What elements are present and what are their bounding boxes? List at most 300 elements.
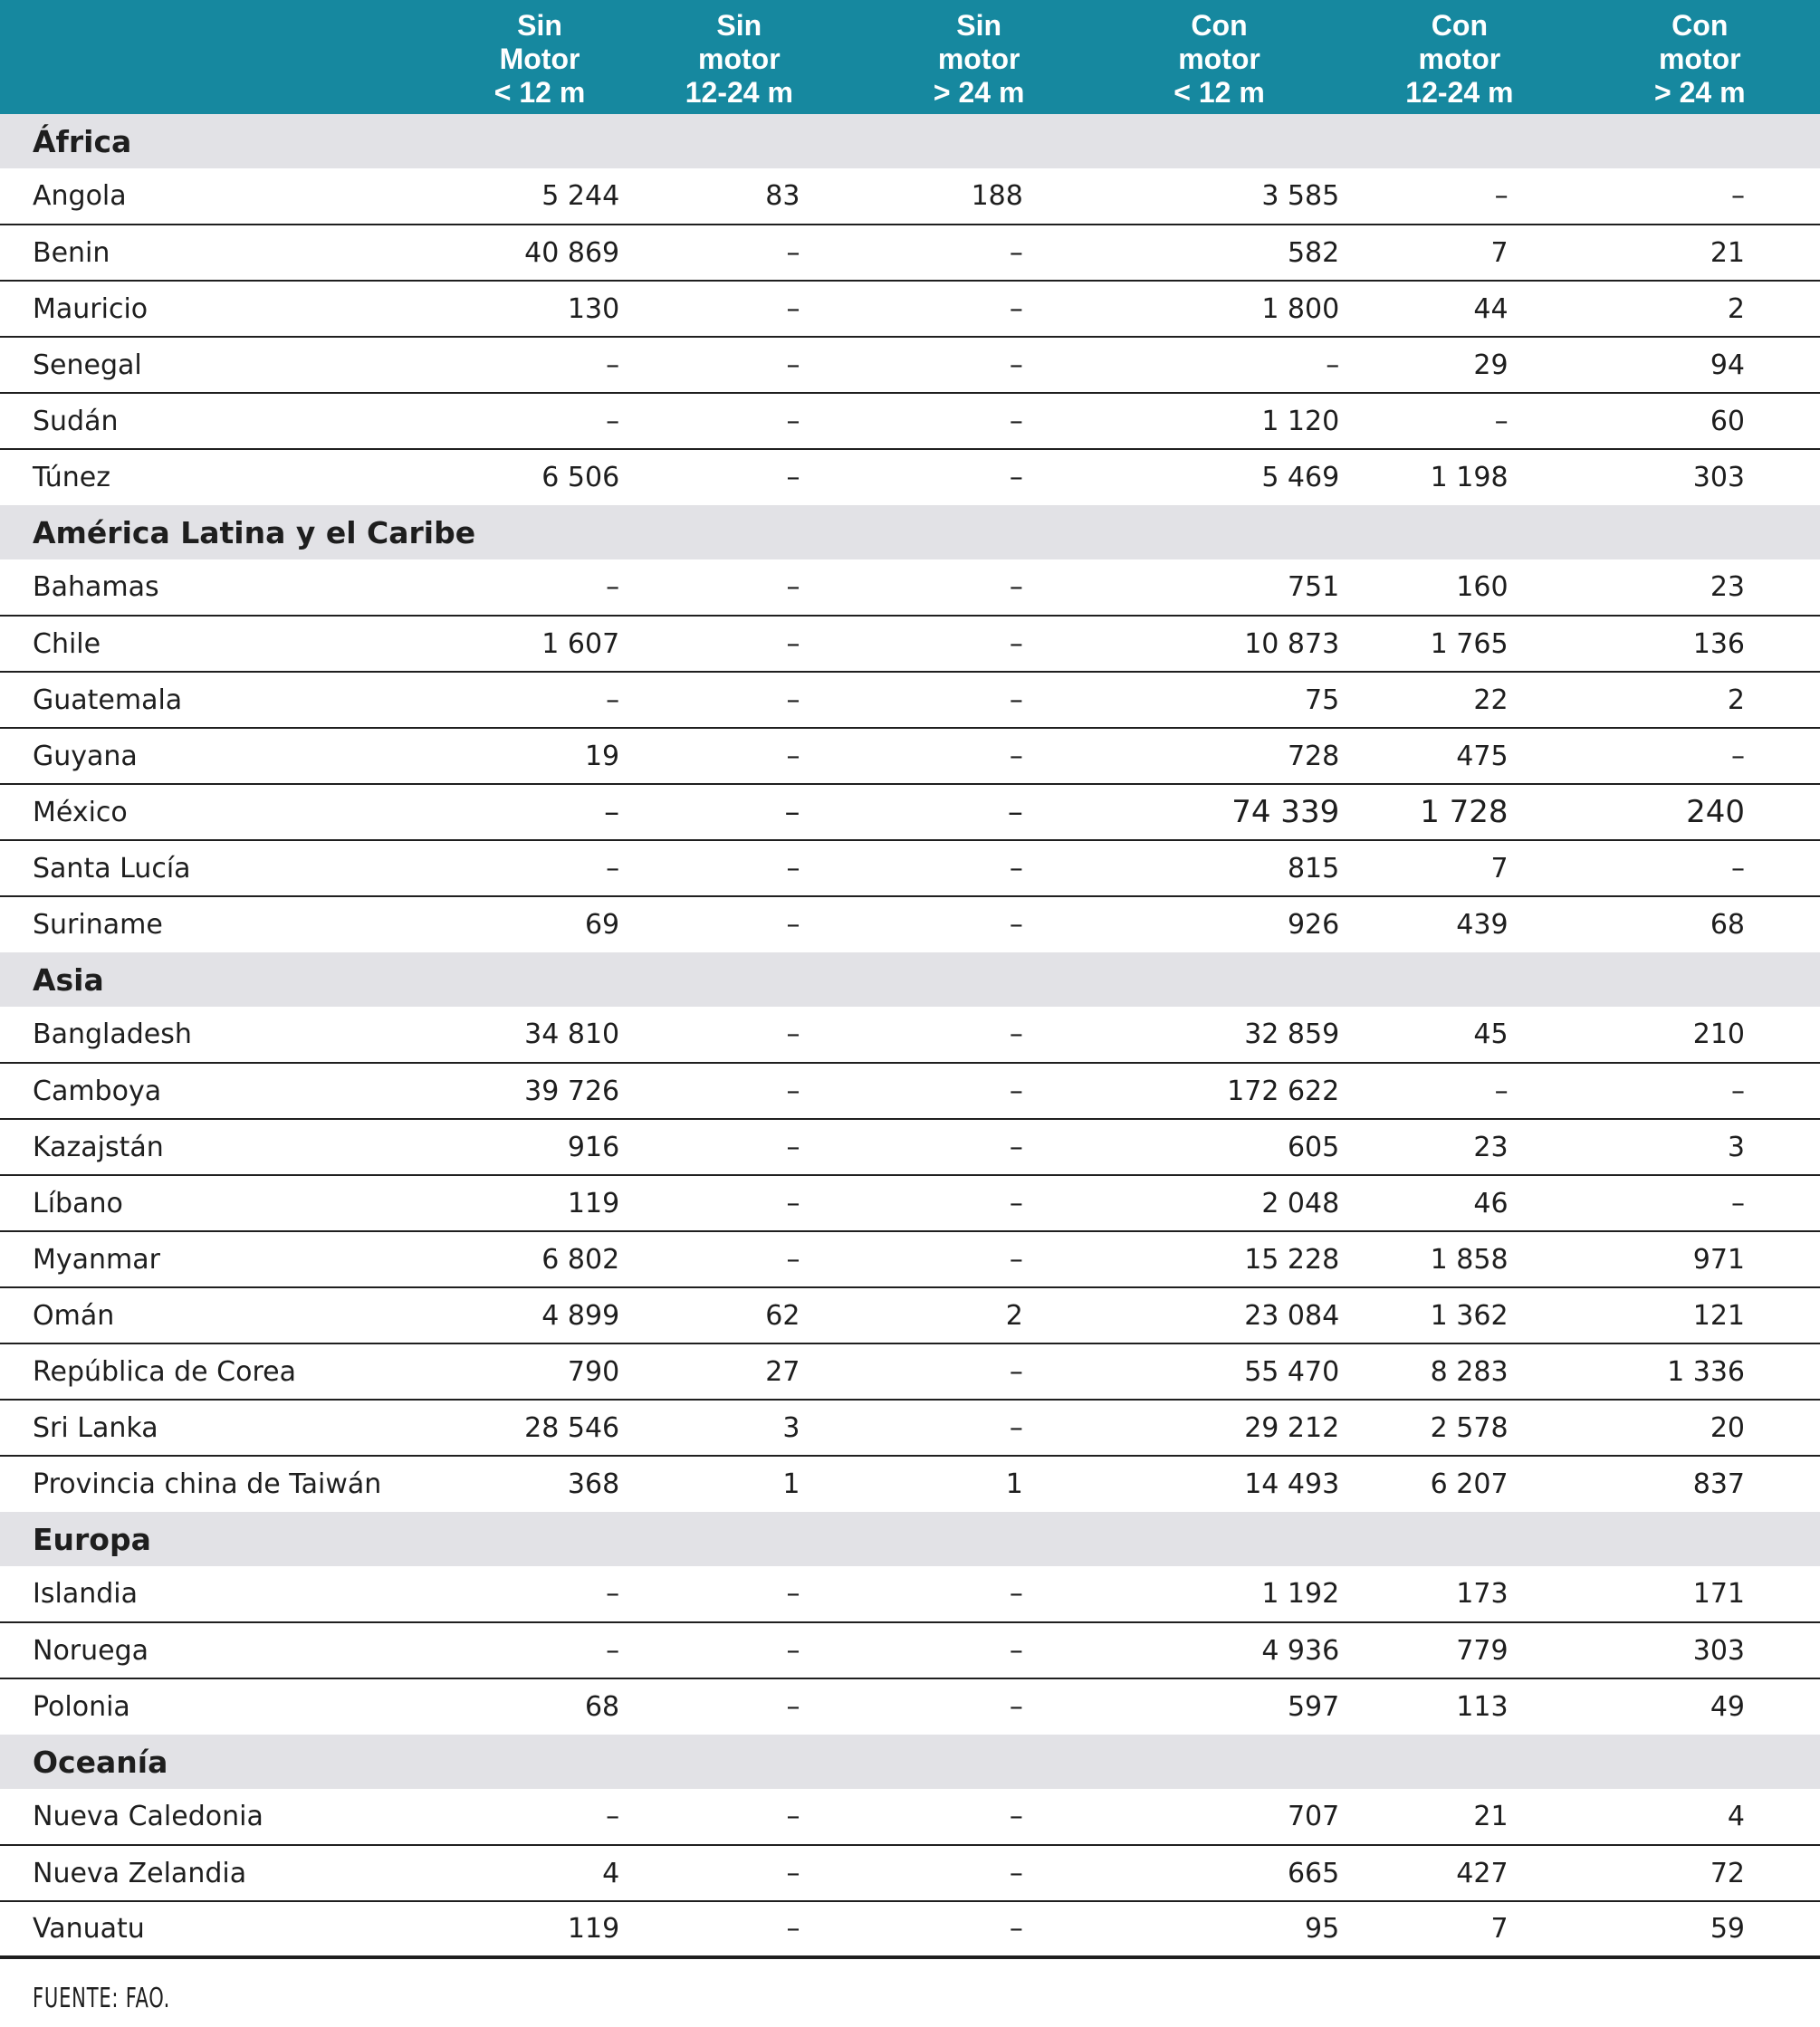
- cell-text: 926: [1287, 909, 1340, 941]
- cell-text: 113: [1456, 1691, 1509, 1723]
- cell-value: [858, 1678, 1098, 1735]
- cell-text: 6 506: [541, 462, 620, 493]
- cell-value: [619, 1901, 858, 1957]
- cell-value: [460, 1678, 619, 1735]
- country-name: República de Corea: [0, 1343, 460, 1400]
- table-row: [0, 1063, 1820, 1119]
- table-row: [0, 1678, 1820, 1735]
- cell-text: –: [1009, 1355, 1023, 1388]
- cell-text: –: [1009, 1913, 1023, 1945]
- cell-value: [460, 672, 619, 728]
- cell-text: –: [786, 684, 800, 716]
- country-name: Chile: [0, 616, 460, 672]
- table-row: [0, 1175, 1820, 1231]
- cell-value: [1339, 1678, 1579, 1735]
- country-name: Bangladesh: [0, 1007, 460, 1063]
- cell-text: –: [1009, 684, 1023, 716]
- cell-value: [619, 225, 858, 281]
- cell-text: 815: [1287, 852, 1340, 884]
- cell-text: 303: [1692, 1634, 1745, 1667]
- cell-text: 34 810: [524, 1018, 620, 1050]
- cell-text: –: [1731, 1075, 1745, 1107]
- cell-value: [619, 840, 858, 896]
- cell-value: [1099, 896, 1339, 952]
- cell-text: –: [1009, 1075, 1023, 1107]
- cell-text: 210: [1692, 1018, 1745, 1050]
- table-row: [0, 1845, 1820, 1901]
- cell-value: [1339, 784, 1579, 840]
- cell-value: [619, 1456, 858, 1512]
- country-name: Noruega: [0, 1622, 460, 1678]
- cell-text: 75: [1305, 684, 1340, 716]
- cell-value: [1339, 1400, 1579, 1456]
- region-name: Europa: [33, 1521, 151, 1557]
- cell-text: –: [606, 684, 620, 716]
- cell-text: 303: [1692, 462, 1745, 493]
- cell-value: [460, 896, 619, 952]
- cell-text: 3: [782, 1411, 800, 1444]
- region-name: América Latina y el Caribe: [33, 514, 476, 550]
- cell-value: [1580, 1456, 1820, 1512]
- cell-text: 83: [765, 180, 800, 212]
- country-name: Túnez: [33, 462, 111, 493]
- cell-text: –: [1731, 1187, 1745, 1219]
- country-name: Camboya: [0, 1063, 460, 1119]
- cell-text: 1 120: [1261, 405, 1340, 437]
- table-row: [0, 1400, 1820, 1456]
- cell-text: –: [1009, 462, 1023, 493]
- cell-value: [1580, 1007, 1820, 1063]
- cell-text: –: [1009, 1243, 1023, 1276]
- cell-text: –: [604, 794, 620, 830]
- cell-text: 5 244: [541, 180, 620, 212]
- cell-value: [619, 393, 858, 449]
- cell-value: [1339, 1845, 1579, 1901]
- cell-value: [1099, 225, 1339, 281]
- cell-text: 119: [567, 1913, 620, 1945]
- cell-text: –: [1009, 349, 1023, 381]
- cell-value: [1580, 1119, 1820, 1175]
- cell-value: [1339, 393, 1579, 449]
- cell-text: –: [1009, 740, 1023, 772]
- country-name: México: [0, 784, 460, 840]
- cell-value: [619, 616, 858, 672]
- table-row: [0, 559, 1820, 616]
- cell-value: [1099, 1901, 1339, 1957]
- cell-value: [1580, 1622, 1820, 1678]
- cell-text: 40 869: [524, 236, 620, 269]
- cell-text: 2 578: [1430, 1411, 1509, 1444]
- cell-text: 72: [1710, 1857, 1745, 1889]
- cell-value: [1099, 1175, 1339, 1231]
- cell-text: –: [1009, 292, 1023, 325]
- cell-text: 1 800: [1261, 292, 1340, 325]
- cell-value: [1580, 168, 1820, 225]
- cell-text: 19: [584, 740, 620, 772]
- cell-text: –: [1009, 1857, 1023, 1889]
- cell-value: [1580, 225, 1820, 281]
- region-name: Oceanía: [33, 1744, 168, 1780]
- cell-value: [460, 1175, 619, 1231]
- cell-text: 475: [1456, 740, 1509, 772]
- cell-text: 1 765: [1430, 627, 1509, 660]
- cell-text: 22: [1473, 684, 1509, 716]
- cell-value: [858, 1231, 1098, 1287]
- cell-text: 6 802: [541, 1243, 620, 1276]
- country-name: Islandia: [0, 1566, 460, 1622]
- cell-value: [1099, 1845, 1339, 1901]
- cell-value: [1580, 1566, 1820, 1622]
- cell-text: 2: [1005, 1299, 1023, 1332]
- cell-value: [1580, 281, 1820, 337]
- cell-value: [1339, 1901, 1579, 1957]
- cell-value: [619, 337, 858, 393]
- country-name: Guyana: [0, 728, 460, 784]
- cell-value: [858, 559, 1098, 616]
- cell-value: [1580, 1901, 1820, 1957]
- table-header: [0, 0, 1820, 114]
- cell-text: 29: [1473, 349, 1509, 381]
- cell-text: –: [1009, 1801, 1023, 1832]
- cell-text: –: [606, 349, 620, 381]
- cell-text: –: [786, 292, 800, 325]
- cell-value: [1580, 1287, 1820, 1343]
- cell-text: –: [786, 1187, 800, 1219]
- cell-text: –: [606, 1634, 620, 1667]
- table-row: [0, 1566, 1820, 1622]
- cell-value: [858, 896, 1098, 952]
- cell-text: 427: [1456, 1857, 1509, 1889]
- cell-value: [1339, 1063, 1579, 1119]
- cell-value: [858, 1901, 1098, 1957]
- cell-text: 45: [1473, 1018, 1509, 1050]
- cell-value: [1339, 1287, 1579, 1343]
- table-row: [0, 337, 1820, 393]
- cell-value: [619, 1678, 858, 1735]
- cell-value: [1580, 559, 1820, 616]
- country-name: Nueva Zelandia: [0, 1845, 460, 1901]
- cell-value: [619, 1063, 858, 1119]
- cell-value: [1339, 1343, 1579, 1400]
- cell-text: 837: [1692, 1468, 1745, 1500]
- country-name: Kazajstán: [0, 1119, 460, 1175]
- cell-value: [1339, 728, 1579, 784]
- cell-text: 27: [765, 1355, 800, 1388]
- cell-value: [858, 728, 1098, 784]
- cell-value: [619, 1789, 858, 1845]
- cell-text: 188: [971, 180, 1023, 212]
- cell-value: [1099, 1231, 1339, 1287]
- cell-text: 171: [1692, 1578, 1745, 1610]
- cell-text: 7: [1490, 852, 1509, 884]
- cell-text: –: [786, 852, 800, 884]
- table-row: [0, 672, 1820, 728]
- column-header: Con motor > 24 m: [1654, 8, 1746, 109]
- cell-value: [1339, 616, 1579, 672]
- cell-text: 3 585: [1261, 180, 1340, 212]
- cell-value: [1099, 840, 1339, 896]
- table-row: [0, 225, 1820, 281]
- cell-value: [1580, 1063, 1820, 1119]
- cell-text: –: [1009, 571, 1023, 603]
- cell-value: [460, 337, 619, 393]
- source-note: FUENTE: FAO.: [33, 1983, 171, 2014]
- cell-text: –: [786, 1018, 800, 1050]
- cell-value: [858, 1007, 1098, 1063]
- cell-text: 49: [1710, 1691, 1745, 1723]
- cell-text: –: [1731, 852, 1745, 884]
- cell-text: 28 546: [524, 1411, 620, 1444]
- cell-value: [858, 672, 1098, 728]
- cell-value: [1339, 449, 1579, 505]
- cell-value: [1339, 1789, 1579, 1845]
- cell-value: [619, 449, 858, 505]
- cell-value: [1099, 168, 1339, 225]
- cell-value: [858, 449, 1098, 505]
- cell-value: [619, 1287, 858, 1343]
- cell-text: 665: [1287, 1857, 1340, 1889]
- country-name: Líbano: [0, 1175, 460, 1231]
- cell-text: 119: [567, 1187, 620, 1219]
- cell-text: –: [1326, 349, 1340, 381]
- cell-value: [619, 728, 858, 784]
- cell-text: –: [1007, 794, 1023, 830]
- cell-text: –: [606, 852, 620, 884]
- country-name: Guatemala: [0, 672, 460, 728]
- country-name: Mauricio: [0, 281, 460, 337]
- cell-value: [619, 1343, 858, 1400]
- cell-text: 10 873: [1244, 627, 1340, 660]
- cell-text: –: [786, 1578, 800, 1610]
- country-name: Bahamas: [0, 559, 460, 616]
- cell-value: [460, 1400, 619, 1456]
- cell-value: [1099, 449, 1339, 505]
- cell-value: [1580, 449, 1820, 505]
- cell-value: [619, 1566, 858, 1622]
- country-name: Vanuatu: [0, 1901, 460, 1957]
- cell-text: 32 859: [1244, 1018, 1340, 1050]
- region-row: [0, 1512, 1820, 1566]
- cell-value: [1099, 1343, 1339, 1400]
- table-row: [0, 784, 1820, 840]
- country-name: Provincia china de Taiwán: [33, 1468, 382, 1500]
- cell-text: 20: [1710, 1411, 1745, 1444]
- cell-text: 21: [1710, 236, 1745, 269]
- cell-text: –: [1009, 1411, 1023, 1444]
- cell-value: [1339, 1007, 1579, 1063]
- cell-value: [1580, 672, 1820, 728]
- cell-text: 21: [1473, 1801, 1509, 1832]
- table-row: [0, 1231, 1820, 1287]
- cell-value: [460, 1231, 619, 1287]
- cell-text: 68: [1710, 909, 1745, 941]
- table-row: [0, 1119, 1820, 1175]
- cell-text: 707: [1287, 1801, 1340, 1832]
- cell-text: 582: [1287, 236, 1340, 269]
- cell-value: [1580, 1231, 1820, 1287]
- cell-text: –: [784, 794, 800, 830]
- cell-text: 751: [1287, 571, 1340, 603]
- table-row: [0, 1007, 1820, 1063]
- cell-text: –: [1009, 627, 1023, 660]
- cell-text: 4: [1727, 1801, 1745, 1832]
- cell-text: –: [1731, 180, 1745, 212]
- cell-text: –: [1009, 909, 1023, 941]
- cell-value: [1339, 896, 1579, 952]
- cell-text: 605: [1287, 1131, 1340, 1163]
- region-row: [0, 114, 1820, 168]
- cell-text: 1: [782, 1468, 800, 1500]
- cell-text: –: [786, 349, 800, 381]
- table-row: [0, 616, 1820, 672]
- table-body: [0, 114, 1820, 1957]
- cell-value: [619, 672, 858, 728]
- cell-text: –: [786, 462, 800, 493]
- cell-text: –: [786, 1857, 800, 1889]
- cell-text: 55 470: [1244, 1355, 1340, 1388]
- cell-text: 172 622: [1227, 1075, 1340, 1107]
- cell-text: 728: [1287, 740, 1340, 772]
- cell-text: –: [1494, 180, 1509, 212]
- region-row: [0, 1735, 1820, 1789]
- cell-value: [460, 393, 619, 449]
- cell-text: 136: [1692, 627, 1745, 660]
- country-name: Angola: [0, 168, 460, 225]
- cell-text: 74 339: [1231, 794, 1340, 830]
- cell-value: [1339, 168, 1579, 225]
- cell-value: [1339, 281, 1579, 337]
- cell-value: [460, 168, 619, 225]
- cell-value: [858, 1566, 1098, 1622]
- cell-value: [460, 1063, 619, 1119]
- cell-value: [1580, 393, 1820, 449]
- country-name: Senegal: [0, 337, 460, 393]
- country-name: Nueva Caledonia: [0, 1789, 460, 1845]
- country-name: Sri Lanka: [0, 1400, 460, 1456]
- cell-text: –: [1731, 740, 1745, 772]
- cell-value: [858, 1343, 1098, 1400]
- cell-value: [1339, 1119, 1579, 1175]
- cell-value: [858, 1400, 1098, 1456]
- cell-value: [858, 168, 1098, 225]
- country-name: Benin: [0, 225, 460, 281]
- cell-value: [460, 1287, 619, 1343]
- cell-text: 1 858: [1430, 1243, 1509, 1276]
- cell-value: [619, 559, 858, 616]
- cell-value: [619, 1400, 858, 1456]
- cell-text: 790: [567, 1355, 620, 1388]
- cell-value: [1099, 1678, 1339, 1735]
- cell-value: [1580, 784, 1820, 840]
- cell-text: 23: [1710, 571, 1745, 603]
- cell-value: [1099, 1789, 1339, 1845]
- cell-value: [460, 784, 619, 840]
- cell-value: [1099, 1119, 1339, 1175]
- cell-value: [858, 616, 1098, 672]
- cell-text: –: [606, 1578, 620, 1610]
- cell-text: –: [786, 1634, 800, 1667]
- header-blank: [0, 0, 460, 114]
- cell-text: –: [786, 1691, 800, 1723]
- table-row: [0, 1789, 1820, 1845]
- cell-value: [460, 225, 619, 281]
- table-row: [0, 840, 1820, 896]
- region-name: Asia: [33, 961, 104, 998]
- cell-text: 46: [1473, 1187, 1509, 1219]
- cell-value: [1099, 1400, 1339, 1456]
- region-name: África: [33, 123, 132, 159]
- cell-text: 3: [1727, 1131, 1745, 1163]
- cell-text: –: [1009, 1578, 1023, 1610]
- cell-text: 439: [1456, 909, 1509, 941]
- cell-text: 23 084: [1244, 1299, 1340, 1332]
- cell-value: [460, 1901, 619, 1957]
- cell-value: [858, 784, 1098, 840]
- cell-value: [1099, 672, 1339, 728]
- cell-value: [1339, 1566, 1579, 1622]
- cell-value: [1580, 1343, 1820, 1400]
- cell-text: 4 936: [1261, 1634, 1340, 1667]
- cell-text: 368: [567, 1468, 620, 1500]
- cell-text: 39 726: [524, 1075, 620, 1107]
- cell-value: [460, 1119, 619, 1175]
- cell-value: [1099, 616, 1339, 672]
- cell-text: –: [786, 1913, 800, 1945]
- cell-value: [1339, 559, 1579, 616]
- cell-value: [1099, 1456, 1339, 1512]
- cell-value: [858, 1119, 1098, 1175]
- region-row: [0, 952, 1820, 1007]
- cell-text: –: [786, 1075, 800, 1107]
- cell-text: 2 048: [1261, 1187, 1340, 1219]
- cell-text: 7: [1490, 1913, 1509, 1945]
- cell-text: 779: [1456, 1634, 1509, 1667]
- cell-value: [1339, 337, 1579, 393]
- cell-value: [858, 1622, 1098, 1678]
- cell-value: [1580, 1789, 1820, 1845]
- cell-text: 8 283: [1430, 1355, 1509, 1388]
- country-name: Polonia: [33, 1691, 130, 1723]
- cell-text: 1 362: [1430, 1299, 1509, 1332]
- cell-value: [1339, 1456, 1579, 1512]
- cell-value: [858, 1063, 1098, 1119]
- cell-text: –: [786, 627, 800, 660]
- cell-value: [1099, 784, 1339, 840]
- column-header: Sin Motor < 12 m: [493, 8, 586, 109]
- cell-text: 971: [1692, 1243, 1745, 1276]
- table-row: [0, 449, 1820, 505]
- cell-text: 59: [1710, 1913, 1745, 1945]
- country-name: Sudán: [0, 393, 460, 449]
- cell-text: –: [786, 740, 800, 772]
- cell-value: [619, 1007, 858, 1063]
- cell-value: [1580, 1175, 1820, 1231]
- cell-value: [1339, 840, 1579, 896]
- cell-value: [460, 281, 619, 337]
- column-header: Con motor < 12 m: [1173, 8, 1265, 109]
- cell-value: [619, 784, 858, 840]
- cell-value: [460, 1845, 619, 1901]
- cell-text: 4: [602, 1857, 620, 1889]
- cell-text: 29 212: [1244, 1411, 1340, 1444]
- table-row: [0, 281, 1820, 337]
- cell-text: 60: [1710, 405, 1745, 437]
- cell-text: 1: [1005, 1468, 1023, 1500]
- column-header: Sin motor 12-24 m: [685, 8, 793, 109]
- cell-text: 5 469: [1261, 462, 1340, 493]
- cell-text: 2: [1727, 684, 1745, 716]
- cell-text: –: [786, 1801, 800, 1832]
